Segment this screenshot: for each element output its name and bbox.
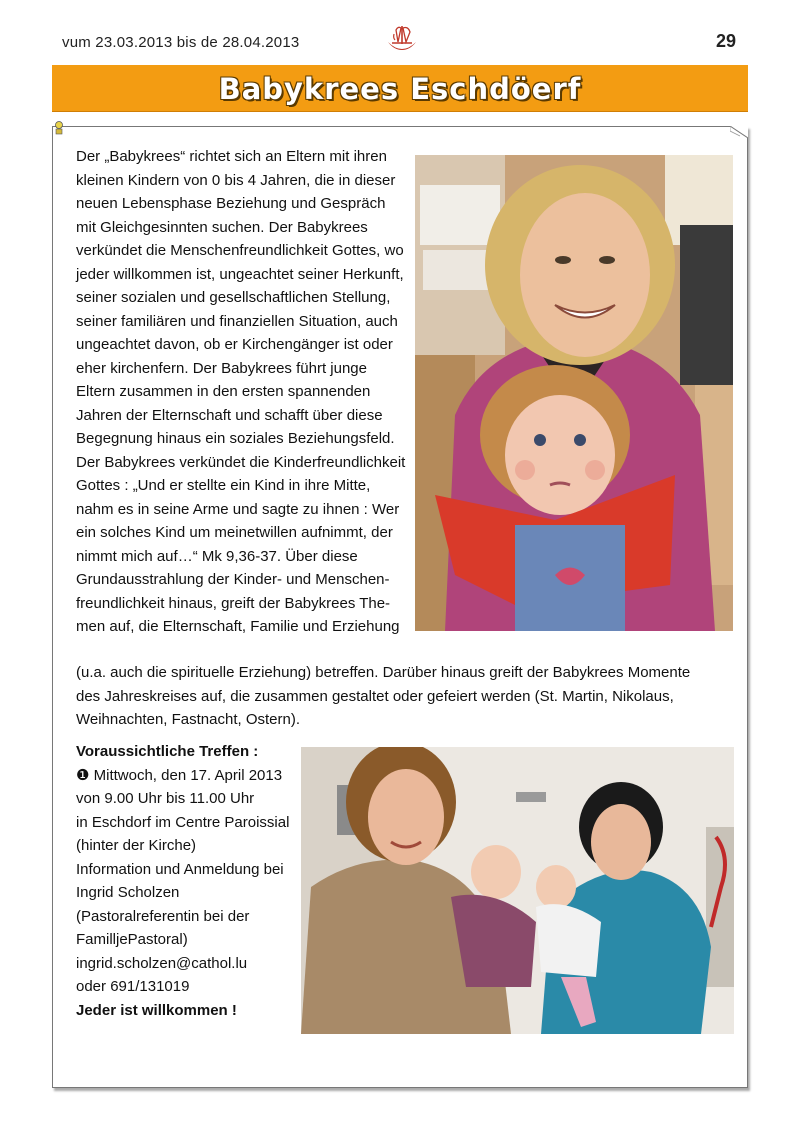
article-line: kleinen Kindern von 0 bis 4 Jahren, die in dieser [76, 171, 396, 189]
article-line: Der „Babykrees“ richtet sich an Eltern mit ihren [76, 148, 387, 165]
article-wide-line: Weihnachten, Fastnacht, Ostern). [76, 711, 300, 728]
article-column-text [76, 145, 406, 639]
article-line: Der Babykrees verkündet die Kinderfreundlichkeit [76, 453, 406, 471]
page-number: 29 [715, 31, 736, 51]
church-boat-logo-icon [384, 22, 420, 58]
article-line: nahm es in seine Arme und sagte zu ihnen : Wer [76, 500, 400, 518]
contact-name: Ingrid Scholzen [76, 884, 180, 901]
article-line: ungeachtet davon, ob er Kirchengänger ist oder [76, 336, 393, 353]
article-line: Eltern zusammen in den ersten spannenden [76, 383, 371, 400]
article-line: ein solches Kind um meinetwillen aufnimmt, der [76, 524, 393, 541]
article-line: eher kirchenfern. Der Babykrees führt junge [76, 359, 367, 377]
meeting-place-detail: (hinter der Kirche) [76, 837, 197, 854]
article-line: Begegnung hinaus ein soziales Beziehungsfeld. [76, 430, 395, 447]
contact-role: (Pastoralreferentin bei der [76, 907, 250, 925]
article-wide-text [76, 661, 736, 732]
article-wide-line: (u.a. auch die spirituelle Erziehung) betreffen. Darüber hinaus greift der Babykrees Momente [76, 664, 691, 681]
meeting-time: von 9.00 Uhr bis 11.00 Uhr [76, 790, 255, 807]
article-line: nimmt mich auf…“ Mk 9,36-37. Über diese [76, 547, 358, 565]
article-line: Jahren der Elternschaft und schafft über diese [76, 406, 383, 424]
header-date-range: vum 23.03.2013 bis de 28.04.2013 [62, 34, 300, 51]
meeting-date: Mittwoch, den 17. April 2013 [93, 766, 283, 784]
photo-two-mothers-with-babies [301, 747, 734, 1034]
bullet-one-icon: ❶ [76, 766, 90, 784]
photo-woman-with-child [415, 155, 733, 631]
page-title: Babykrees Eschdöerf [218, 72, 582, 106]
title-banner [52, 65, 748, 111]
article-line: jeder willkommen ist, ungeachtet seiner Herkunft, [76, 265, 404, 283]
article-line: neuen Lebensphase Beziehung und Gespräch [76, 195, 386, 212]
meetings-info [76, 740, 298, 1022]
article-line: verkündet die Menschenfreundlichkeit Gottes, wo [76, 242, 404, 259]
contact-phone: oder 691/131019 [76, 978, 190, 995]
article-line: seiner sozialen und gesellschaftlichen Stellung, [76, 289, 391, 306]
article-line: men auf, die Elternschaft, Familie und Erziehung [76, 618, 400, 635]
meeting-place: in Eschdorf im Centre Paroissial [76, 813, 290, 831]
pin-icon [54, 121, 64, 135]
contact-email[interactable]: ingrid.scholzen@cathol.lu [76, 954, 248, 972]
article-wide-line: des Jahreskreises auf, die zusammen gestaltet oder gefeiert werden (St. Martin, Nikolaus, [76, 687, 674, 705]
article-line: freundlichkeit hinaus, greift der Babykrees The- [76, 594, 391, 612]
article-line: mit Gleichgesinnten suchen. Der Babykrees [76, 218, 368, 236]
meetings-heading: Voraussichtliche Treffen : [76, 743, 259, 760]
info-line: Information und Anmeldung bei [76, 860, 284, 878]
meeting-date-line [76, 764, 298, 788]
folded-corner-icon [730, 126, 748, 138]
article-line: Grundausstrahlung der Kinder- und Menschen- [76, 571, 390, 588]
article-line: seiner familiären und finanziellen Situation, auch [76, 312, 398, 330]
contact-org: FamilljePastoral) [76, 931, 188, 948]
closing-line: Jeder ist willkommen ! [76, 1001, 237, 1019]
article-line: Gottes : „Und er stellte ein Kind in ihre Mitte, [76, 477, 371, 494]
